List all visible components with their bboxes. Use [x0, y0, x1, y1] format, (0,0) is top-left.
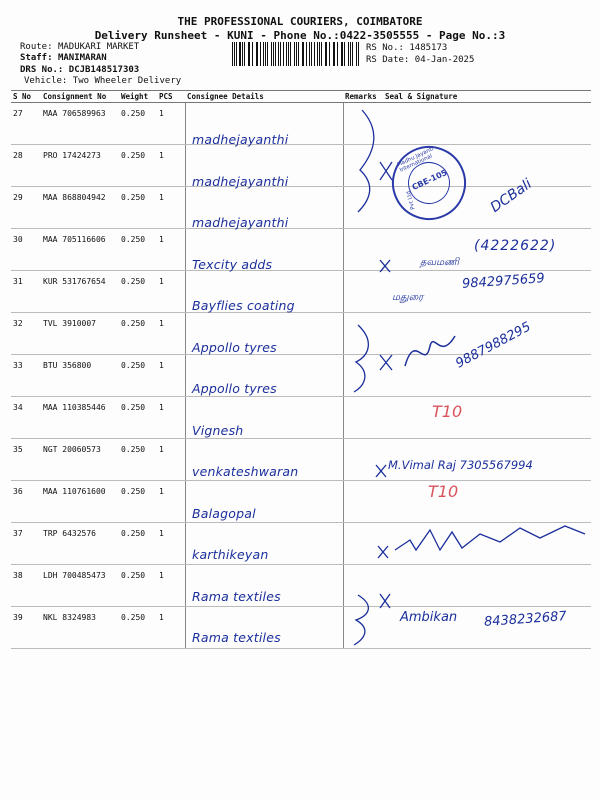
barcode-bar — [329, 42, 330, 66]
handwritten-tamil-1: தவமணி — [420, 257, 460, 268]
remarks-x-2 — [380, 355, 392, 370]
handwritten-note-2: 8438232687 — [483, 609, 568, 630]
barcode-bar — [271, 42, 272, 66]
handwritten-phone-3: 9887988295 — [453, 319, 534, 372]
col-remarks: Remarks — [343, 91, 383, 103]
row-weight: 0.250 — [119, 439, 157, 481]
col-consignment: Consignment No — [41, 91, 119, 103]
rs-no-value: 1485173 — [409, 43, 448, 53]
barcode-bar — [232, 42, 233, 66]
row-sno: 35 — [11, 439, 41, 481]
barcode-bar — [352, 42, 353, 66]
row-consignment-no: MAA 706589963 — [41, 103, 119, 145]
barcode-bar — [350, 42, 351, 66]
signature-scribble-2 — [390, 520, 590, 560]
row-weight: 0.250 — [119, 145, 157, 187]
row-weight: 0.250 — [119, 313, 157, 355]
row-weight: 0.250 — [119, 565, 157, 607]
row-weight: 0.250 — [119, 187, 157, 229]
barcode-bar — [248, 42, 249, 66]
vehicle-line — [24, 76, 181, 87]
row-consignment-no: LDH 700485473 — [41, 565, 119, 607]
rs-date-value: 04-Jan-2025 — [414, 55, 475, 65]
row-pcs: 1 — [157, 229, 185, 271]
barcode-bar — [260, 42, 261, 66]
drs-label: DRS No.: — [20, 65, 64, 75]
vehicle-label: Vehicle: — [24, 76, 68, 86]
company-title: THE PROFESSIONAL COURIERS, COIMBATORE — [177, 15, 423, 28]
rs-date-label: RS Date: — [366, 55, 410, 65]
red-mark-1: T10 — [432, 402, 463, 421]
barcode-bar — [314, 42, 315, 66]
row-consignment-no: NKL 8324983 — [41, 607, 119, 649]
row-sno: 28 — [11, 145, 41, 187]
row-seal-cell — [383, 481, 591, 523]
row-pcs: 1 — [157, 523, 185, 565]
row-weight: 0.250 — [119, 271, 157, 313]
row-consignment-no: PRO 17424273 — [41, 145, 119, 187]
table-row — [11, 565, 591, 607]
barcode-bar — [286, 42, 287, 66]
row-weight: 0.250 — [119, 103, 157, 145]
handwritten-consignee: Rama textiles — [192, 588, 281, 604]
table-row — [11, 355, 591, 397]
route-label: Route: — [20, 42, 53, 52]
runsheet-table — [11, 90, 591, 649]
row-consignment-no: TRP 6432576 — [41, 523, 119, 565]
row-sno: 31 — [11, 271, 41, 313]
row-pcs: 1 — [157, 103, 185, 145]
table-row — [11, 481, 591, 523]
handwritten-consignee: Vignesh — [192, 422, 244, 438]
row-pcs: 1 — [157, 565, 185, 607]
vehicle-value: Two Wheeler Delivery — [72, 76, 182, 86]
handwritten-consignee: Balagopal — [192, 505, 256, 521]
signature-scribble-1 — [400, 326, 460, 376]
row-pcs: 1 — [157, 481, 185, 523]
barcode-bar — [252, 42, 253, 66]
row-sno: 32 — [11, 313, 41, 355]
table-header-row — [11, 91, 591, 103]
row-sno: 27 — [11, 103, 41, 145]
handwritten-note-1: M.Vimal Raj 7305567994 — [388, 458, 533, 472]
stamp-code: CBE-105 — [410, 168, 449, 192]
handwritten-consignee: madhejayanthi — [192, 132, 289, 147]
table-row — [11, 397, 591, 439]
barcode-bar — [344, 42, 345, 66]
handwritten-consignee: karthikeyan — [192, 547, 269, 562]
row-seal-cell — [383, 565, 591, 607]
col-weight: Weight — [119, 91, 157, 103]
row-sno: 37 — [11, 523, 41, 565]
staff-value: MANIMARAN — [57, 53, 107, 63]
row-weight: 0.250 — [119, 523, 157, 565]
row-consignment-no: TVL 3910007 — [41, 313, 119, 355]
remarks-x-6 — [380, 594, 390, 608]
row-pcs: 1 — [157, 397, 185, 439]
handwritten-tamil-2: மதுரை — [392, 292, 424, 303]
staff-line — [20, 53, 107, 64]
handwritten-consignee: madhejayanthi — [192, 173, 289, 189]
route-value: MADUKARI MARKET — [57, 42, 140, 52]
remarks-x-5 — [378, 546, 388, 558]
barcode-bar — [302, 42, 303, 66]
col-pcs: PCS — [157, 91, 185, 103]
row-consignment-no: NGT 20060573 — [41, 439, 119, 481]
stamp-ring-text: Madhu Jayanti International — [396, 146, 435, 174]
row-pcs: 1 — [157, 607, 185, 649]
remarks-bracket-2 — [354, 325, 368, 392]
remarks-x-3 — [380, 260, 390, 272]
signature-2: Ambikan — [400, 610, 458, 625]
handwritten-consignee: Bayflies coating — [192, 298, 295, 313]
row-pcs: 1 — [157, 355, 185, 397]
row-consignment-no: KUR 531767654 — [41, 271, 119, 313]
barcode-bar — [337, 42, 338, 66]
row-sno: 34 — [11, 397, 41, 439]
table-row — [11, 145, 591, 187]
row-seal-cell — [383, 397, 591, 439]
drs-value: DCJB148517303 — [68, 65, 140, 75]
red-mark-2: T10 — [428, 482, 459, 501]
remarks-bracket-3 — [354, 595, 368, 645]
row-weight: 0.250 — [119, 481, 157, 523]
barcode-bar — [321, 42, 322, 66]
remarks-x-1 — [380, 162, 392, 180]
row-sno: 30 — [11, 229, 41, 271]
row-consignment-no: MAA 868804942 — [41, 187, 119, 229]
remarks-bracket-1 — [358, 110, 374, 212]
col-seal: Seal & Signature — [383, 91, 591, 103]
row-consignment-no: MAA 110385446 — [41, 397, 119, 439]
barcode-bar — [290, 42, 291, 66]
row-consignment-no: BTU 356800 — [41, 355, 119, 397]
signature-1: DCBali — [487, 176, 535, 216]
rs-no-label: RS No.: — [366, 43, 404, 53]
handwritten-consignee: Texcity adds — [192, 256, 273, 272]
barcode-bar — [309, 42, 310, 66]
row-consignment-no: MAA 705116606 — [41, 229, 119, 271]
barcode-bar — [267, 42, 268, 66]
row-pcs: 1 — [157, 187, 185, 229]
row-seal-cell — [383, 103, 591, 145]
barcode-bar — [283, 42, 284, 66]
drs-line — [20, 65, 139, 76]
row-pcs: 1 — [157, 439, 185, 481]
route-line — [20, 42, 139, 53]
row-sno: 39 — [11, 607, 41, 649]
row-pcs: 1 — [157, 271, 185, 313]
stamp-ring-side: Pvt Ltd — [405, 190, 417, 211]
barcode-bar — [278, 42, 279, 66]
row-sno: 36 — [11, 481, 41, 523]
barcode-bar — [244, 42, 245, 66]
rs-date-line — [366, 55, 474, 66]
col-consignee: Consignee Details — [185, 91, 343, 103]
barcode-bar — [303, 42, 304, 66]
row-weight: 0.250 — [119, 607, 157, 649]
row-consignment-no: MAA 110761600 — [41, 481, 119, 523]
handwritten-consignee: venkateshwaran — [192, 464, 299, 479]
remarks-x-4 — [376, 465, 386, 477]
rs-no-line — [366, 43, 447, 54]
handwritten-consignee: Appollo tyres — [192, 339, 277, 355]
row-sno: 29 — [11, 187, 41, 229]
handwritten-consignee: Rama textiles — [192, 630, 281, 645]
row-pcs: 1 — [157, 313, 185, 355]
handwritten-phone-1: (4222622) — [474, 238, 557, 254]
handwritten-phone-2: 9842975659 — [461, 271, 546, 292]
runsheet-subtitle: Delivery Runsheet - KUNI - Phone No.:0422-3505555 - Page No.:3 — [94, 29, 506, 42]
staff-label: Staff: — [20, 53, 53, 63]
handwritten-consignee: madhejayanthi — [192, 215, 289, 230]
handwritten-consignee: Appollo tyres — [192, 381, 277, 396]
row-weight: 0.250 — [119, 355, 157, 397]
barcode-bar — [239, 42, 240, 66]
row-sno: 38 — [11, 565, 41, 607]
barcode-bar — [326, 42, 327, 66]
table-row — [11, 103, 591, 145]
col-sno: S No — [11, 91, 41, 103]
row-weight: 0.250 — [119, 397, 157, 439]
row-sno: 33 — [11, 355, 41, 397]
row-weight: 0.250 — [119, 229, 157, 271]
table-body — [11, 103, 591, 649]
row-pcs: 1 — [157, 145, 185, 187]
barcode — [232, 42, 360, 66]
